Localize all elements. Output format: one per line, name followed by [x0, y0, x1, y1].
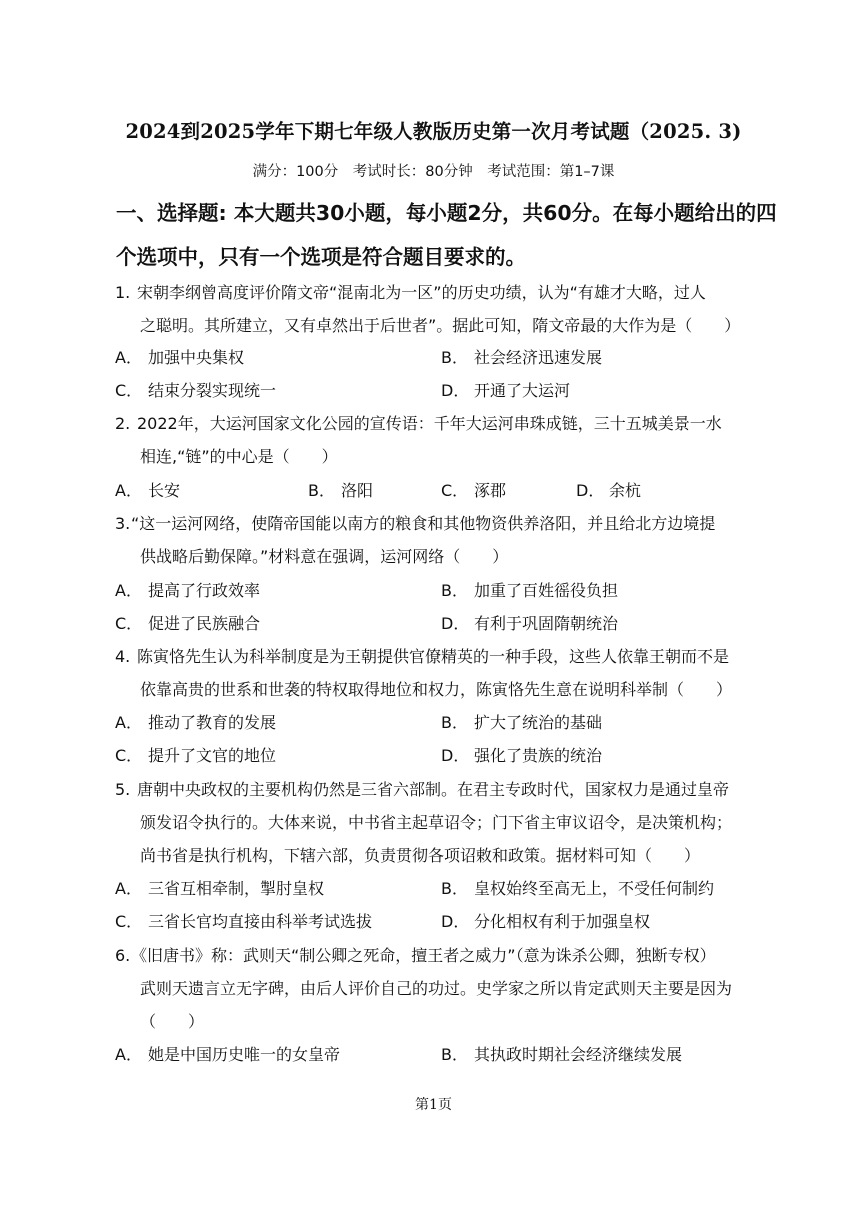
option-a [115, 1045, 340, 1065]
option-text: 加强中央集权 [148, 348, 245, 367]
exam-title: 2024到2025学年下期七年级人教版历史第一次月考试题（2025. 3) [125, 120, 742, 143]
option-a [115, 481, 180, 501]
option-text: 皇权始终至高无上，不受任何制约 [474, 879, 715, 898]
option-d [441, 614, 618, 634]
option-text: 结束分裂实现统一 [148, 381, 277, 400]
option-letter: C． [115, 746, 143, 765]
option-a [115, 581, 260, 601]
option-text: 强化了贵族的统治 [474, 746, 603, 765]
option-letter: A． [115, 1045, 142, 1064]
question-text-line: 依靠高贵的世系和世袭的特权取得地位和权力，陈寅恪先生意在说明科举制（ ） [140, 680, 733, 699]
option-text: 推动了教育的发展 [148, 713, 277, 732]
option-text: 促进了民族融合 [148, 614, 261, 633]
question-text-line: 陈寅恪先生认为科举制度是为王朝提供官僚精英的一种手段，这些人依靠王朝而不是 [137, 647, 730, 666]
option-c [441, 481, 506, 501]
option-text: 有利于巩固隋朝统治 [474, 614, 619, 633]
option-c [115, 381, 276, 401]
option-text: 其执政时期社会经济继续发展 [474, 1045, 683, 1064]
option-letter: A． [115, 713, 142, 732]
question-text-line: “这一运河网络，使隋帝国能以南方的粮食和其他物资供养洛阳，并且给北方边境提 [131, 514, 716, 533]
option-text: 她是中国历史唯一的女皇帝 [148, 1045, 341, 1064]
option-letter: D． [441, 912, 470, 931]
option-text: 加重了百姓徭役负担 [474, 581, 619, 600]
option-text: 提高了行政效率 [148, 581, 261, 600]
question-number: 2. [115, 414, 131, 433]
option-letter: A． [115, 879, 142, 898]
question-text-line: 供战略后勤保障。”材料意在强调，运河网络（ ） [140, 547, 509, 566]
option-letter: D． [576, 481, 605, 500]
option-b [441, 348, 602, 368]
question-text-line: （ ） [140, 1012, 205, 1031]
section-heading-line2: 个选项中，只有一个选项是符合题目要求的。 [116, 245, 526, 269]
option-text: 分化相权有利于加强皇权 [474, 912, 651, 931]
option-text: 三省互相牵制，掣肘皇权 [148, 879, 325, 898]
exam-subtitle: 满分：100分 考试时长：80分钟 考试范围：第1–7课 [252, 164, 615, 180]
option-text: 涿郡 [474, 481, 507, 500]
option-a [115, 713, 276, 733]
option-text: 余杭 [609, 481, 642, 500]
option-letter: B． [308, 481, 335, 500]
option-letter: A． [115, 348, 142, 367]
question-text-line: 之聪明。其所建立，又有卓然出于后世者”。据此可知，隋文帝最的大作为是（ ） [140, 316, 741, 335]
option-letter: B． [441, 581, 468, 600]
option-c [115, 746, 276, 766]
question-text-line: 武则天遗言立无字碑，由后人评价自己的功过。史学家之所以肯定武则天主要是因为 [140, 979, 733, 998]
page-number: 第1页 [415, 1097, 452, 1113]
question-text-line: 《旧唐书》称：武则天“制公卿之死命，擅王者之威力”（意为诛杀公卿，独断专权） [131, 946, 716, 965]
option-letter: D． [441, 746, 470, 765]
option-c [115, 912, 372, 932]
option-letter: B． [441, 348, 468, 367]
option-letter: C． [115, 614, 143, 633]
option-a [115, 348, 244, 368]
option-letter: B． [441, 1045, 468, 1064]
question-text-line: 唐朝中央政权的主要机构仍然是三省六部制。在君主专政时代，国家权力是通过皇帝 [137, 780, 730, 799]
option-letter: A． [115, 581, 142, 600]
question-text-line: 宋朝李纲曾高度评价隋文帝“混南北为一区”的历史功绩，认为“有雄才大略，过人 [137, 283, 706, 302]
option-b [441, 1045, 682, 1065]
section-heading-line1: 一、选择题: 本大题共30小题，每小题2分，共60分。在每小题给出的四 [116, 201, 777, 225]
question-number: 6. [115, 946, 131, 965]
option-b [441, 581, 618, 601]
option-d [441, 746, 602, 766]
question-number: 3. [115, 514, 131, 533]
option-text: 扩大了统治的基础 [474, 713, 603, 732]
question-number: 1. [115, 283, 131, 302]
option-text: 洛阳 [341, 481, 374, 500]
question-number: 5. [115, 780, 131, 799]
option-letter: A． [115, 481, 142, 500]
question-number: 4. [115, 647, 131, 666]
option-c [115, 614, 260, 634]
question-text-line: 颁发诏令执行的。大体来说，中书省主起草诏令；门下省主审议诏令，是决策机构； [140, 813, 733, 832]
option-text: 社会经济迅速发展 [474, 348, 603, 367]
question-text-line: 2022年，大运河国家文化公园的宣传语：千年大运河串珠成链，三十五城美景一水 [137, 414, 722, 433]
option-letter: C． [115, 912, 143, 931]
option-b [441, 713, 602, 733]
option-b [441, 879, 714, 899]
question-text-line: 相连,“链”的中心是（ ） [140, 447, 338, 466]
option-d [576, 481, 641, 501]
question-text-line: 尚书省是执行机构，下辖六部，负责贯彻各项诏敕和政策。据材料可知（ ） [140, 846, 701, 865]
option-a [115, 879, 324, 899]
option-letter: D． [441, 614, 470, 633]
option-text: 提升了文官的地位 [148, 746, 277, 765]
option-letter: B． [441, 879, 468, 898]
option-d [441, 381, 570, 401]
option-letter: C． [115, 381, 143, 400]
option-text: 三省长官均直接由科举考试选拔 [148, 912, 373, 931]
option-text: 长安 [148, 481, 181, 500]
option-d [441, 912, 650, 932]
option-text: 开通了大运河 [474, 381, 571, 400]
option-letter: C． [441, 481, 469, 500]
option-b [308, 481, 373, 501]
option-letter: B． [441, 713, 468, 732]
option-letter: D． [441, 381, 470, 400]
